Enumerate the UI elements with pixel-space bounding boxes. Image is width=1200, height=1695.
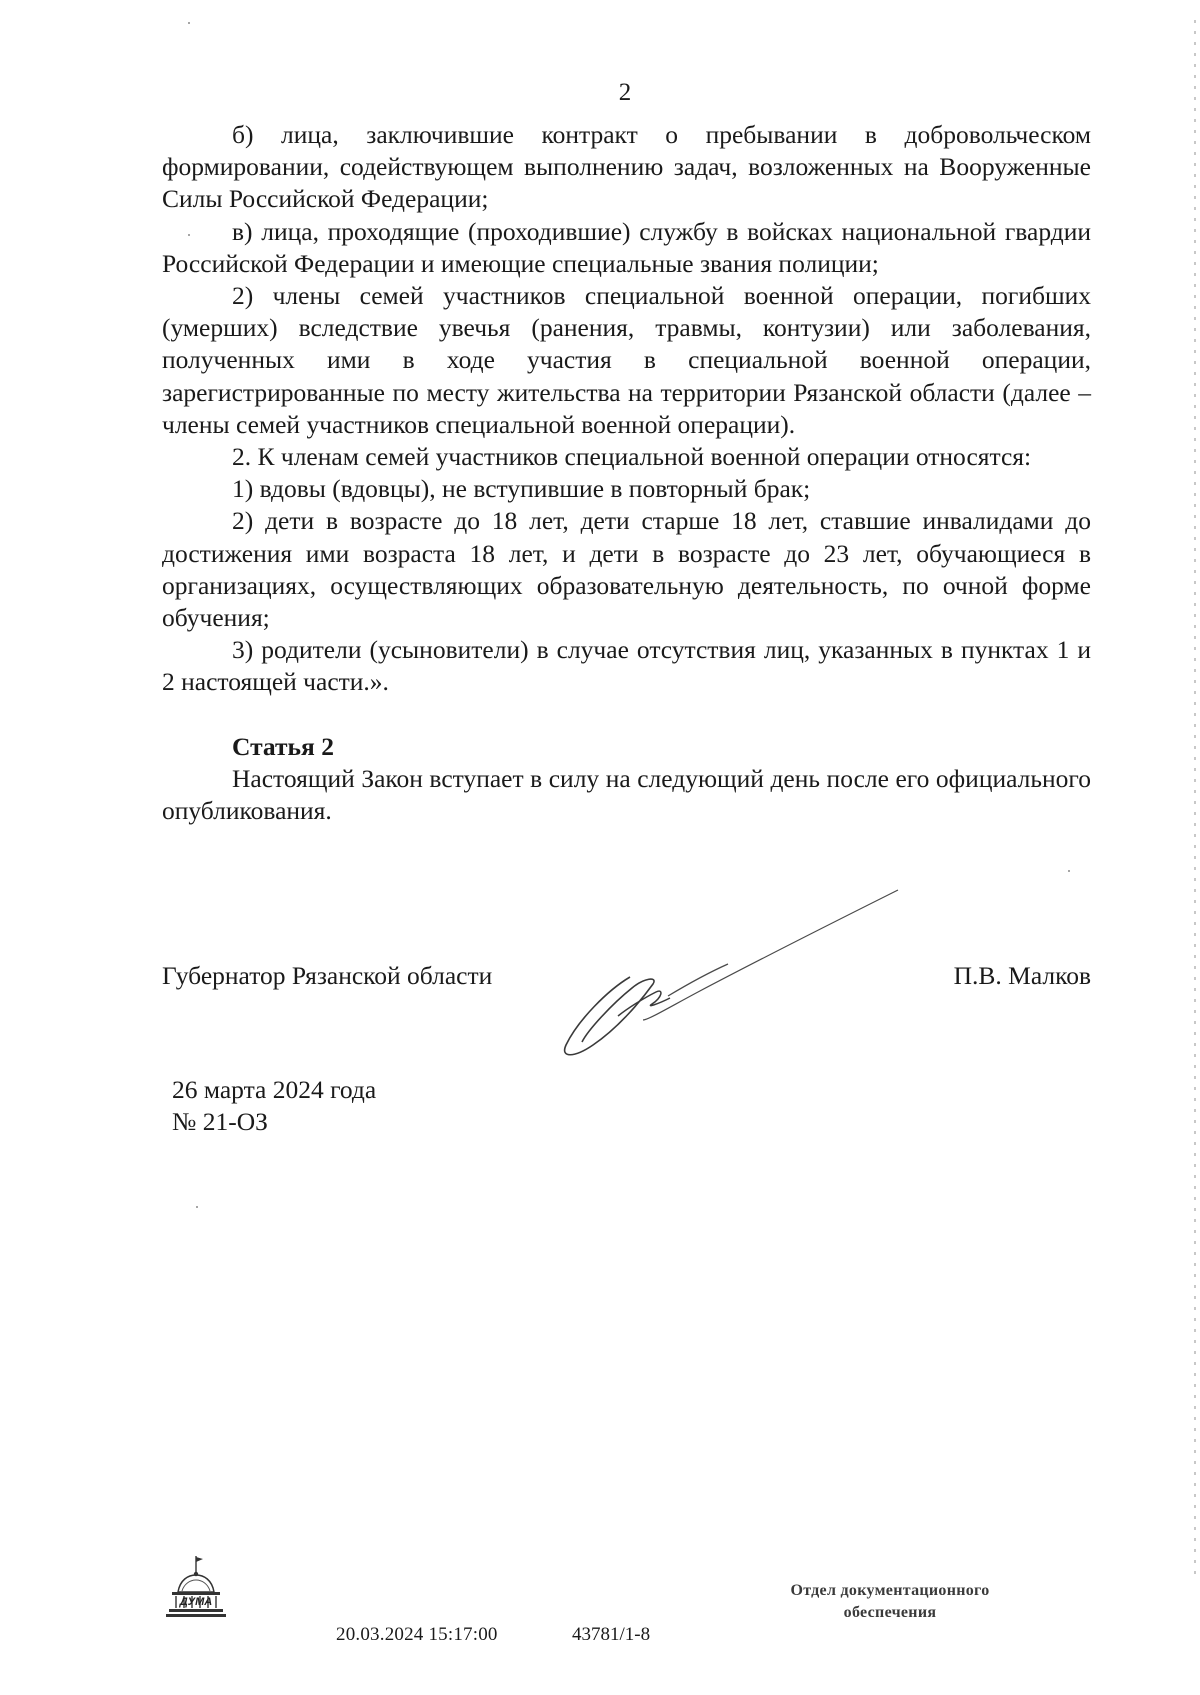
scan-dot: [1068, 870, 1070, 872]
paragraph-family-members: 2) члены семей участников специальной военной операции, погибших (умерших) вследствие увечья (ранения, травмы, контузии) или заболевания, полученных ими в ходе участия в специальной военной операции, зарегистрированные по месту жительства на территории Рязанской области (далее – члены семей участников специальной военной операции).: [162, 281, 1091, 439]
duma-emblem-icon: [166, 1554, 226, 1620]
date-block: [172, 1074, 376, 1138]
scan-dot: [196, 1206, 198, 1208]
article-text: Настоящий Закон вступает в силу на следующий день после его официального опубликования.: [162, 763, 1091, 826]
department-stamp-line1: Отдел документационного: [790, 1582, 990, 1599]
duma-logo-text: ДУМА: [179, 1596, 213, 1608]
registration-code: 43781/1-8: [572, 1624, 651, 1645]
department-stamp-line2: обеспечения: [843, 1604, 937, 1621]
paragraph-b: б) лица, заключившие контракт о пребывании в добровольческом формировании, содействующем выполнению задач, возложенных на Вооруженные Силы Российской Федерации;: [162, 120, 1091, 214]
scan-dot: [188, 234, 190, 236]
paragraph-children: 2) дети в возрасте до 18 лет, дети старше 18 лет, ставшие инвалидами до достижения ими возраста 18 лет, и дети в возрасте до 23 лет, обучающиеся в организациях, осуществляющих образовательную деятельность, по очной форме обучения;: [162, 506, 1091, 633]
paragraph-parents: 3) родители (усыновители) в случае отсутствия лиц, указанных в пунктах 1 и 2 настоящей части.».: [162, 635, 1091, 697]
document-footer: [0, 1540, 1200, 1660]
adoption-date: 26 марта 2024 года: [172, 1075, 377, 1104]
scan-edge-marks: [1194, 20, 1196, 1580]
paragraph-v: в) лица, проходящие (проходившие) службу в войсках национальной гвардии Российской Федерации и имеющие специальные звания полиции;: [162, 216, 1091, 278]
department-stamp: [740, 1580, 1040, 1624]
page-number: 2: [618, 79, 632, 106]
registration-datetime: 20.03.2024 15:17:00: [336, 1624, 498, 1645]
signatory-name: П.В. Малков: [953, 961, 1091, 990]
paragraph-widows: 1) вдовы (вдовцы), не вступившие в повторный брак;: [232, 474, 811, 504]
handwritten-signature: [548, 880, 908, 1070]
law-number: № 21-ОЗ: [172, 1107, 268, 1136]
law-body-text: [162, 119, 1091, 827]
scan-dot: [188, 22, 190, 24]
article-heading: Статья 2: [232, 731, 334, 761]
paragraph-part-2: 2. К членам семей участников специальной военной операции относятся:: [232, 442, 1032, 472]
signatory-position: Губернатор Рязанской области: [162, 961, 493, 990]
